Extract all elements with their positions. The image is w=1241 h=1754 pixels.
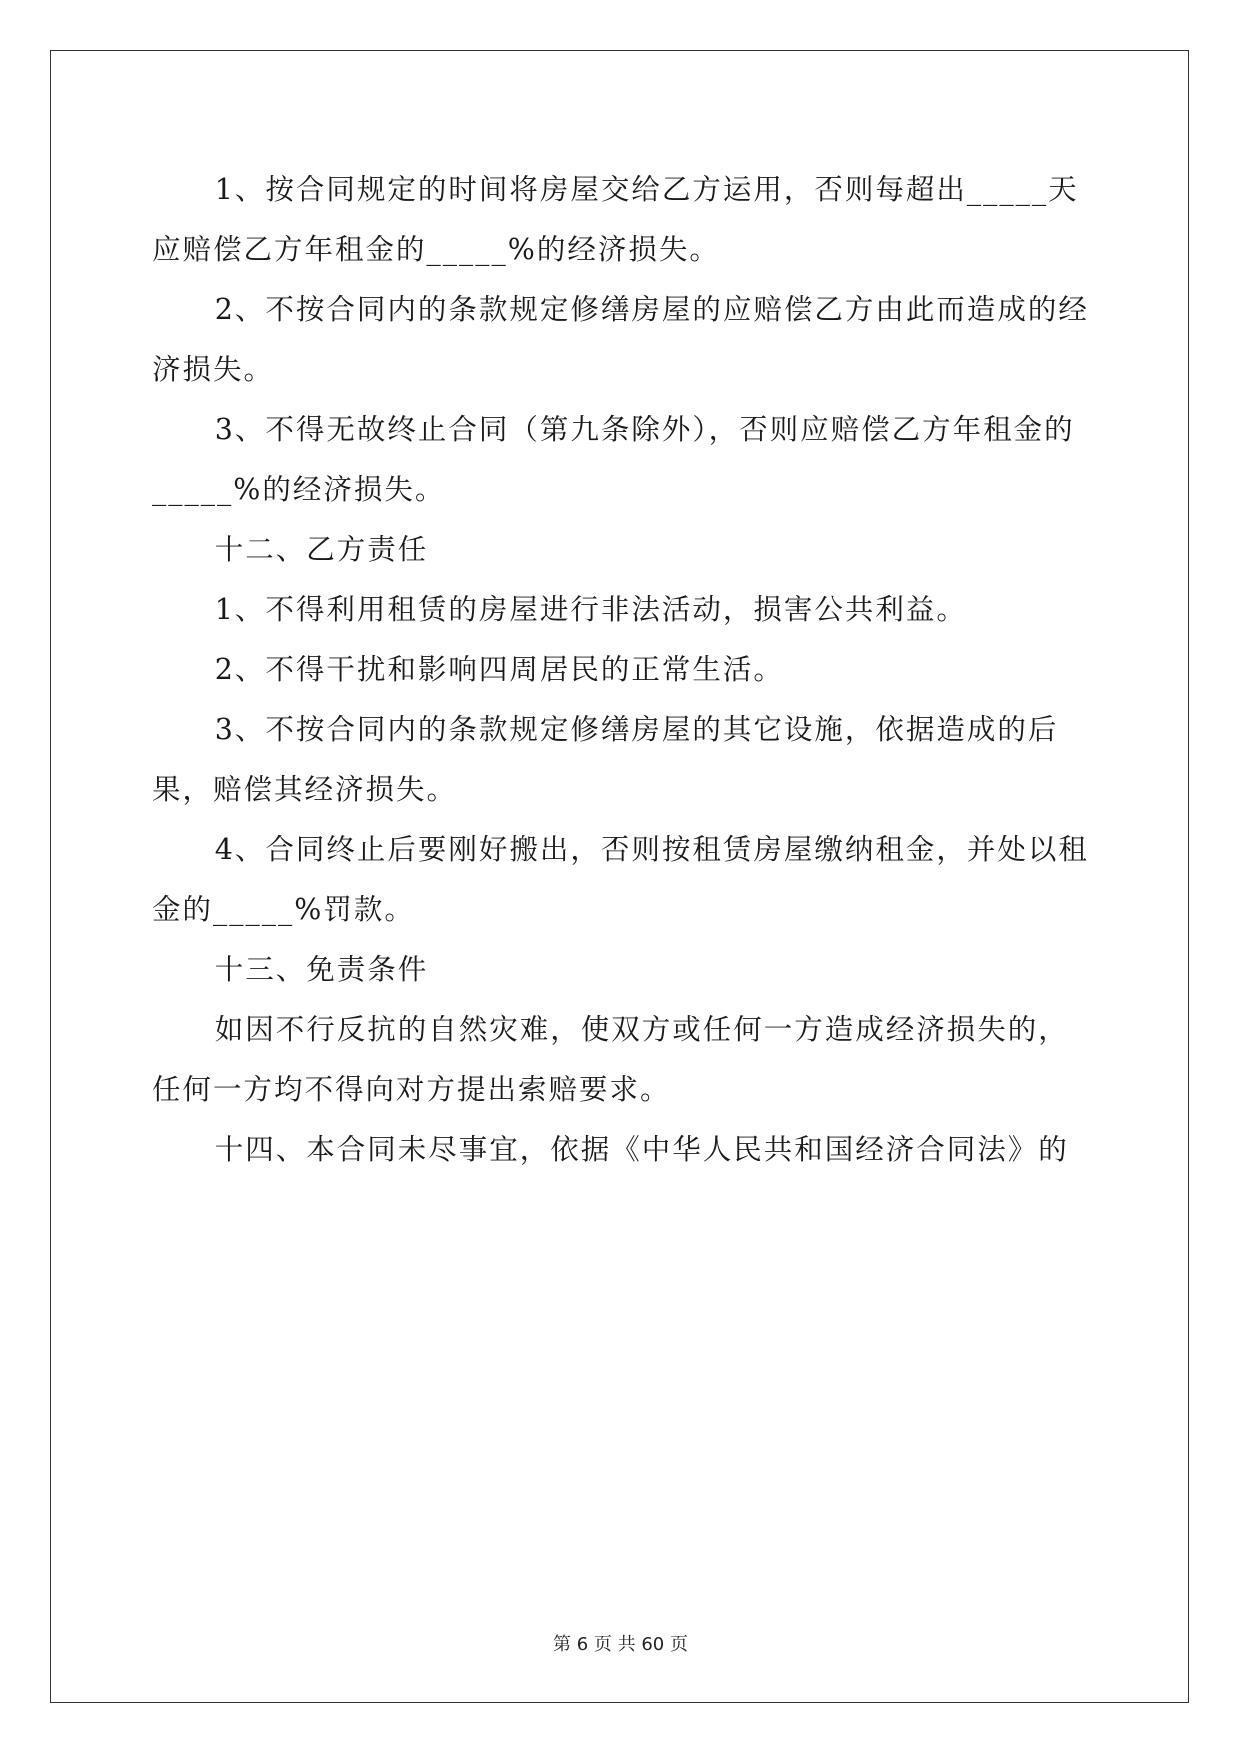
- page-number-footer: 第 6 页 共 60 页: [553, 1634, 688, 1655]
- section-heading-tenant-responsibility: 十二、乙方责任: [214, 533, 429, 566]
- paragraph-tenant-clause-4: 4、合同终止后要刚好搬出，否则按租赁房屋缴纳租金，并处以租金的_____%罚款。: [152, 833, 1089, 926]
- paragraph-tenant-clause-2: 2、不得干扰和影响四周居民的正常生活。: [214, 653, 784, 686]
- paragraph-landlord-clause-1: 1、按合同规定的时间将房屋交给乙方运用，否则每超出_____天应赔偿乙方年租金的_____%的经济损失。: [152, 173, 1079, 266]
- paragraph-tenant-clause-3: 3、不按合同内的条款规定修缮房屋的其它设施，依据造成的后果，赔偿其经济损失。: [152, 713, 1059, 806]
- paragraph-tenant-clause-1: 1、不得利用租赁的房屋进行非法活动，损害公共利益。: [214, 593, 967, 626]
- paragraph-landlord-clause-3: 3、不得无故终止合同（第九条除外），否则应赔偿乙方年租金的_____%的经济损失。: [152, 413, 1075, 506]
- paragraph-section-14: 十四、本合同未尽事宜，依据《中华人民共和国经济合同法》的: [214, 1133, 1069, 1166]
- section-heading-exemption: 十三、免责条件: [214, 953, 429, 986]
- paragraph-exemption: 如因不行反抗的自然灾难，使双方或任何一方造成经济损失的，任何一方均不得向对方提出索赔要求。: [152, 1013, 1069, 1106]
- paragraph-landlord-clause-2: 2、不按合同内的条款规定修缮房屋的应赔偿乙方由此而造成的经济损失。: [152, 293, 1089, 386]
- document-body: [152, 160, 1092, 1180]
